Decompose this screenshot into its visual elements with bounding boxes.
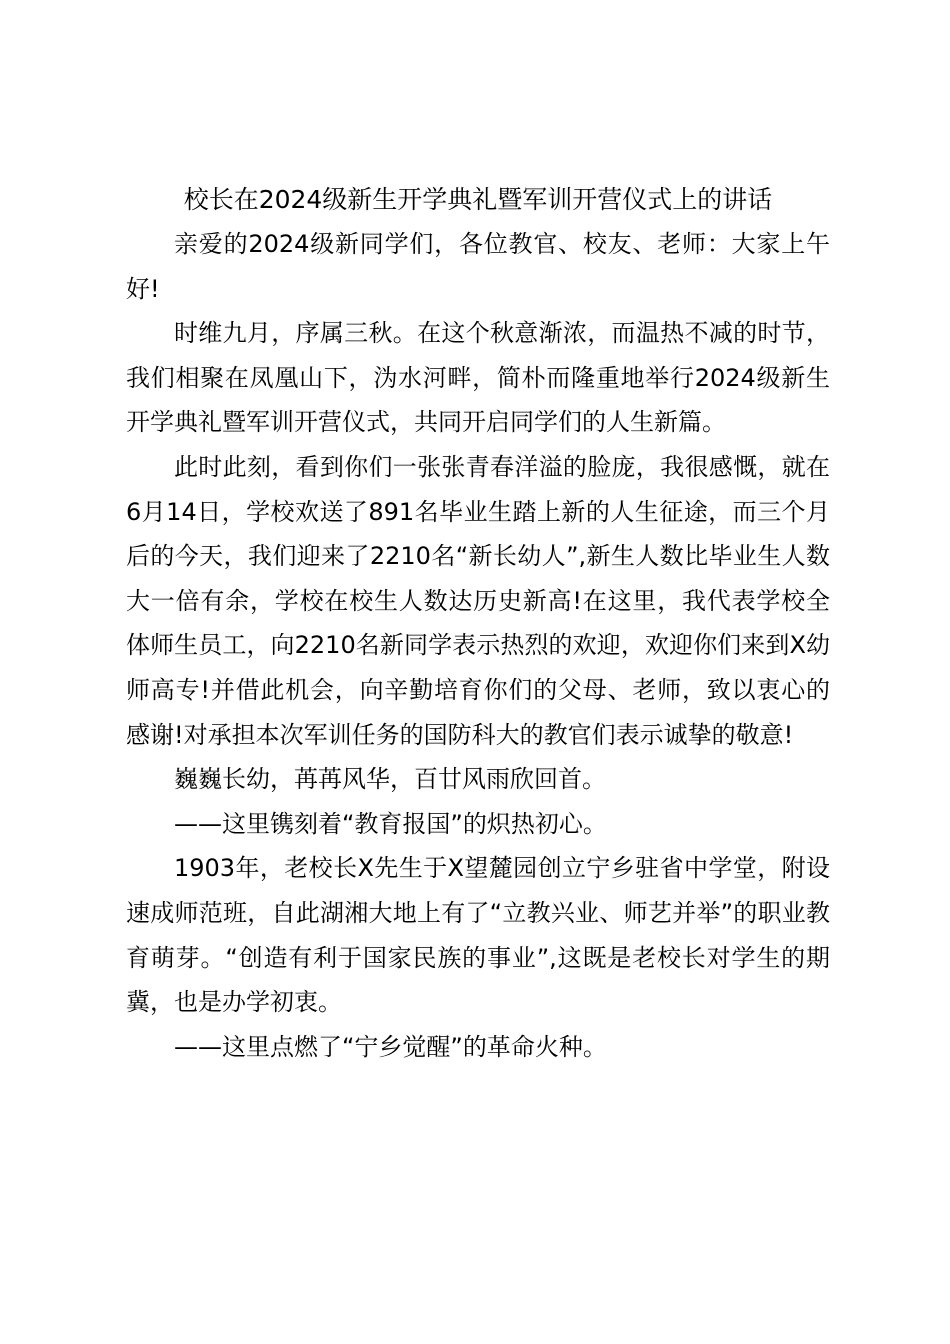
paragraph-welcome: 此时此刻，看到你们一张张青春洋溢的脸庞，我很感慨，就在6月14日，学校欢送了891名毕业生踏上新的人生征途，而三个月后的今天，我们迎来了2210名“新长幼人”,新生人数比毕业生人数大一倍有余，学校在校生人数达历史新高!在这里，我代表学校全体师生员工，向2210名新同学表示热烈的欢迎，欢迎你们来到X幼师高专!并借此机会，向辛勤培育你们的父母、老师，致以衷心的感谢!对承担本次军训任务的国防科大的教官们表示诚挚的敬意!: [126, 452, 830, 749]
document-title: 校长在2024级新生开学典礼暨军训开营仪式上的讲话: [183, 185, 773, 214]
document-page: [126, 178, 830, 1069]
paragraph-history-intro: 巍巍长幼，苒苒风华，百廿风雨欣回首。: [174, 765, 606, 794]
paragraph-greeting: 亲爱的2024级新同学们，各位教官、校友、老师：大家上午好!: [126, 230, 830, 303]
paragraph-season: 时维九月，序属三秋。在这个秋意渐浓，而温热不减的时节，我们相聚在凤凰山下，沩水河畔，简朴而隆重地举行2024级新生开学典礼暨军训开营仪式，共同开启同学们的人生新篇。: [126, 319, 830, 437]
paragraph-founding: 1903年，老校长X先生于X望麓园创立宁乡驻省中学堂，附设速成师范班，自此湖湘大地上有了“立教兴业、师艺并举”的职业教育萌芽。“创造有利于国家民族的事业”,这既是老校长对学生的期冀，也是办学初衷。: [126, 854, 830, 1017]
paragraph-education-heading: ——这里镌刻着“教育报国”的炽热初心。: [174, 809, 607, 838]
paragraph-revolution-heading: ——这里点燃了“宁乡觉醒”的革命火种。: [174, 1032, 607, 1061]
